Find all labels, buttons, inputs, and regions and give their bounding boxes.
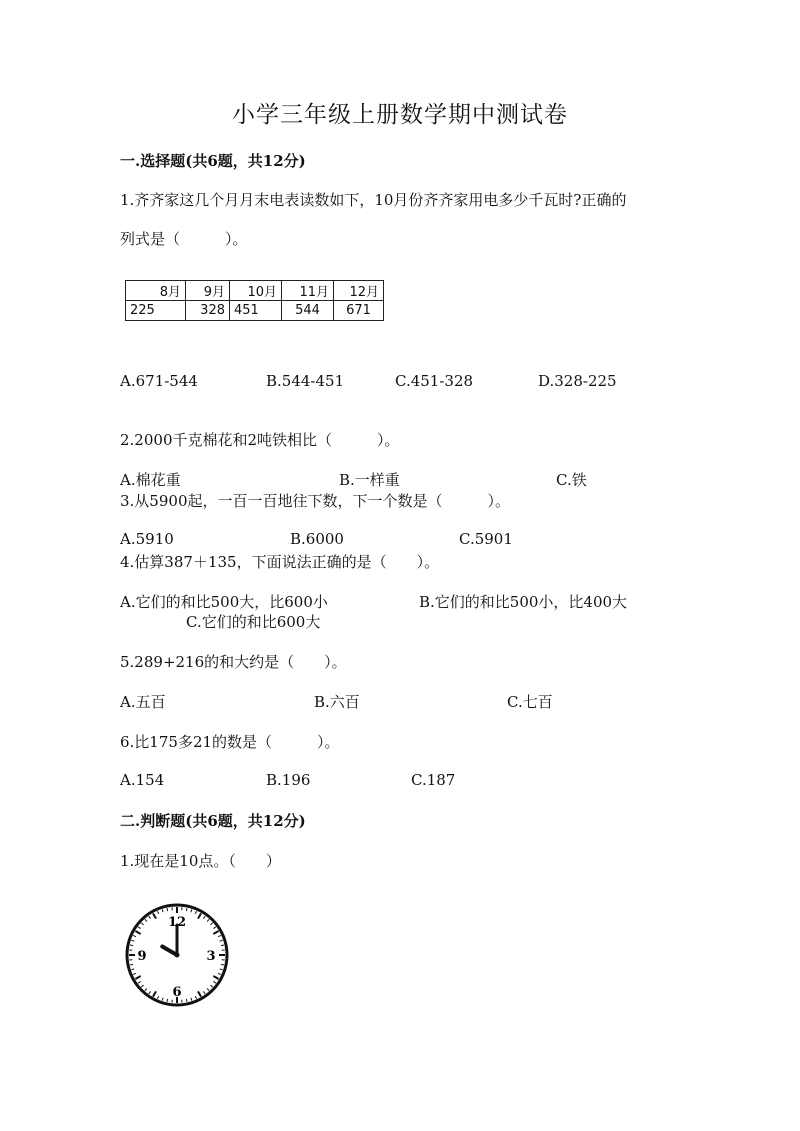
table-cell-month: 10月 xyxy=(230,281,282,301)
table-row-readings xyxy=(126,301,384,321)
clock-tick xyxy=(207,988,209,990)
clock-tick xyxy=(135,976,140,979)
question-1-line-2: 列式是（ ）。 xyxy=(120,230,248,248)
clock-tick xyxy=(138,981,140,983)
q2-option-c: C.铁 xyxy=(556,471,587,489)
clock-tick xyxy=(157,911,158,914)
clock-tick xyxy=(218,935,221,936)
clock-tick xyxy=(157,996,158,999)
table-cell-month: 9月 xyxy=(186,281,230,301)
clock-image xyxy=(122,900,232,1010)
q4-option-c: C.它们的和比600大 xyxy=(186,613,321,631)
q1-option-b: B.544-451 xyxy=(266,372,345,390)
clock-tick xyxy=(195,996,196,999)
clock-tick xyxy=(167,999,168,1002)
clock-tick xyxy=(198,991,201,996)
clock-tick xyxy=(186,908,187,911)
clock-tick xyxy=(213,976,218,979)
clock-tick xyxy=(131,940,134,941)
section-1-heading: 一.选择题(共6题，共12分) xyxy=(120,152,306,170)
clock-tick xyxy=(141,923,143,925)
table-cell-month: 8月 xyxy=(126,281,186,301)
clock-tick xyxy=(149,916,151,918)
clock-tick xyxy=(221,945,224,946)
clock-tick xyxy=(210,923,212,925)
clock-tick xyxy=(153,991,156,996)
q3-option-b: B.6000 xyxy=(290,530,344,548)
clock-tick xyxy=(191,909,192,912)
clock-hour-hand xyxy=(162,947,177,956)
question-3: 3.从5900起，一百一百地往下数，下一个数是（ ）。 xyxy=(120,492,510,510)
q4-option-a: A.它们的和比500大，比600小 xyxy=(120,593,328,611)
clock-center xyxy=(175,953,180,958)
clock-tick xyxy=(213,981,215,983)
clock-tick xyxy=(218,973,221,974)
clock-label-12: 12 xyxy=(167,915,187,930)
clock-tick xyxy=(145,988,147,990)
meter-reading-table xyxy=(125,280,384,321)
q5-option-b: B.六百 xyxy=(314,693,360,711)
question-5: 5.289+216的和大约是（ ）。 xyxy=(120,653,347,671)
clock-tick xyxy=(220,969,223,970)
clock-tick xyxy=(130,964,133,965)
table-cell-reading: 225 xyxy=(126,301,186,321)
table-cell-reading: 328 xyxy=(186,301,230,321)
clock-tick xyxy=(203,991,205,993)
q1-option-d: D.328-225 xyxy=(538,372,617,390)
clock-tick xyxy=(153,913,156,918)
clock-tick xyxy=(220,940,223,941)
clock-tick xyxy=(191,998,192,1001)
table-cell-reading: 671 xyxy=(334,301,384,321)
clock-tick xyxy=(131,969,134,970)
table-cell-reading: 451 xyxy=(230,301,282,321)
q6-option-b: B.196 xyxy=(266,771,311,789)
q4-option-b: B.它们的和比500小，比400大 xyxy=(419,593,628,611)
clock-tick xyxy=(145,919,147,921)
clock-tick xyxy=(198,913,201,918)
q2-option-a: A.棉花重 xyxy=(120,471,181,489)
clock-label-9: 9 xyxy=(137,949,147,964)
clock-tick xyxy=(167,908,168,911)
clock-label-6: 6 xyxy=(172,985,182,1000)
clock-tick xyxy=(162,998,163,1001)
clock-tick xyxy=(138,927,140,929)
clock-tick xyxy=(133,973,136,974)
clock-tick xyxy=(207,919,209,921)
clock-tick xyxy=(141,985,143,987)
q5-option-a: A.五百 xyxy=(120,693,166,711)
question-2: 2.2000千克棉花和2吨铁相比（ ）。 xyxy=(120,431,400,449)
q1-option-a: A.671-544 xyxy=(120,372,198,390)
judgement-question-1: 1.现在是10点。（ ） xyxy=(120,852,281,870)
clock-tick xyxy=(186,999,187,1002)
question-1-line-1: 1.齐齐家这几个月月末电表读数如下，10月份齐齐家用电多少千瓦时?正确的 xyxy=(120,191,627,209)
clock-label-3: 3 xyxy=(206,949,216,964)
page-title: 小学三年级上册数学期中测试卷 xyxy=(232,102,568,128)
clock-tick xyxy=(210,985,212,987)
clock-tick xyxy=(213,931,218,934)
question-6: 6.比175多21的数是（ ）。 xyxy=(120,733,340,751)
table-cell-month: 12月 xyxy=(334,281,384,301)
q5-option-c: C.七百 xyxy=(507,693,553,711)
table-cell-reading: 544 xyxy=(282,301,334,321)
clock-tick xyxy=(221,964,224,965)
clock-tick xyxy=(213,927,215,929)
table-row-months xyxy=(126,281,384,301)
q6-option-a: A.154 xyxy=(120,771,165,789)
clock-tick xyxy=(149,991,151,993)
q6-option-c: C.187 xyxy=(411,771,456,789)
q2-option-b: B.一样重 xyxy=(339,471,400,489)
clock-tick xyxy=(203,916,205,918)
section-2-heading: 二.判断题(共6题，共12分) xyxy=(120,812,306,830)
table-cell-month: 11月 xyxy=(282,281,334,301)
q1-option-c: C.451-328 xyxy=(395,372,474,390)
clock-tick xyxy=(195,911,196,914)
clock-tick xyxy=(162,909,163,912)
q3-option-c: C.5901 xyxy=(459,530,513,548)
clock-tick xyxy=(135,931,140,934)
clock-tick xyxy=(130,945,133,946)
clock-tick xyxy=(133,935,136,936)
question-4: 4.估算387＋135，下面说法正确的是（ ）。 xyxy=(120,553,440,571)
q3-option-a: A.5910 xyxy=(120,530,174,548)
